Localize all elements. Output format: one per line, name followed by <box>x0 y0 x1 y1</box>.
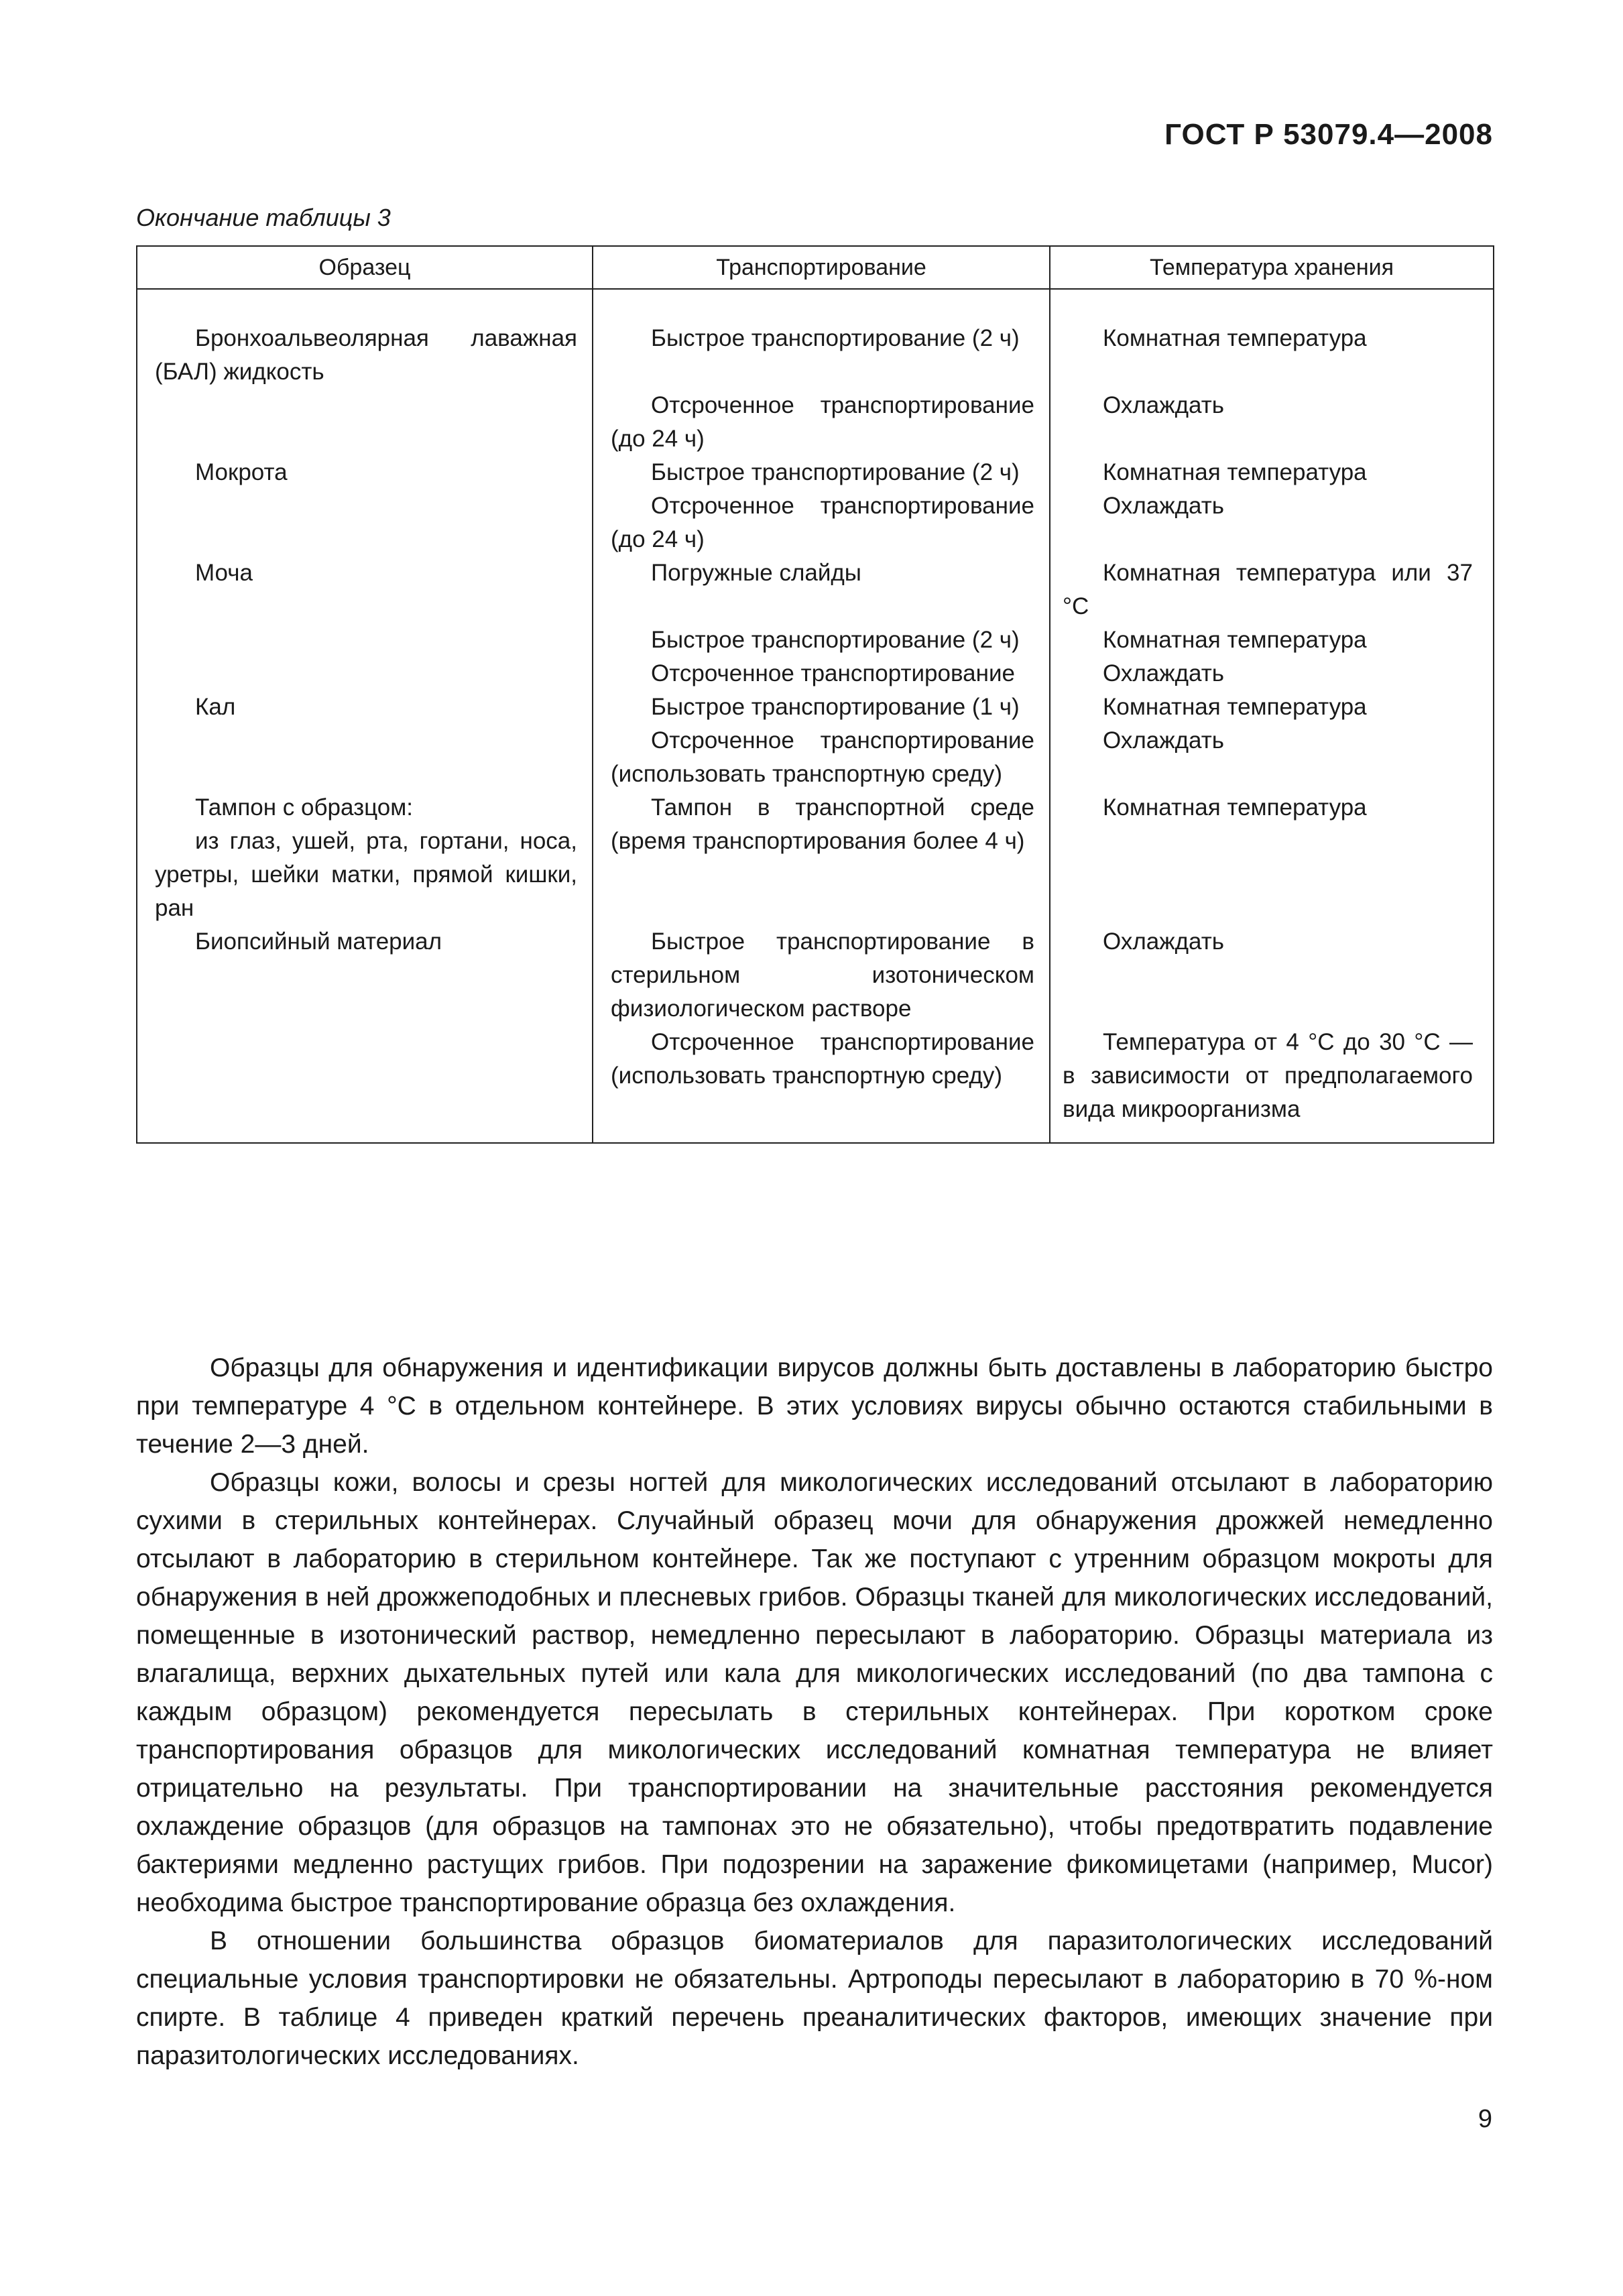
body-text <box>136 1349 1493 2075</box>
storage-cell: Охлаждать <box>1103 493 1225 519</box>
column-header-transport: Транспортирование <box>593 246 1050 289</box>
transport-cell: Тампон в транспортной среде (время транспортирования более 4 ч) <box>611 794 1034 854</box>
table-row <box>137 657 1494 690</box>
transport-cell: Отсроченное транспортирование <box>651 660 1015 686</box>
page-number: 9 <box>1478 2105 1492 2133</box>
storage-cell: Комнатная температура <box>1103 459 1367 485</box>
table-row <box>137 489 1494 556</box>
storage-cell: Комнатная температура или 37 °С <box>1063 560 1473 619</box>
paragraph-mycology: Образцы кожи, волосы и срезы ногтей для микологических исследований отсылают в лабораторию сухими в стерильных контейнерах. Случайный образец мочи для обнаружения дрожжей немедленно отсылают в лабораторию в стерильном контейнере. Так же поступают с утренним образцом мокроты для обнаружения в ней дрожжеподобных и плесневых грибов. Образцы тканей для микологических исследований, помещенные в изотонический раствор, немедленно пересылают в лабораторию. Образцы материала из влагалища, верхних дыхательных путей или кала для микологических исследований (по два тампона с каждым образцом) рекомендуется пересылать в стерильных контейнерах. При коротком сроке транспортирования образцов для микологических исследований комнатная температура не влияет отрицательно на результаты. При транспортировании на значительные расстояния рекомендуется охлаждение образцов (для образцов на тампонах это не обязательно), чтобы предотвратить подавление бактериями медленно растущих грибов. При подозрении на заражение фикомицетами (например, Mucor) необходима быстрое транспортирование образца без охлаждения. <box>136 1468 1493 1917</box>
transport-cell: Отсроченное транспортирование (до 24 ч) <box>611 493 1034 552</box>
storage-cell: Температура от 4 °С до 30 °С — в зависимости от предполагаемого вида микроорганизма <box>1063 1029 1473 1122</box>
storage-cell: Комнатная температура <box>1103 694 1367 720</box>
specimen-cell: Моча <box>195 560 253 586</box>
table-row <box>137 791 1494 925</box>
transport-cell: Быстрое транспортирование (2 ч) <box>651 325 1020 351</box>
table-row <box>137 925 1494 1026</box>
transport-cell: Быстрое транспортирование (1 ч) <box>651 694 1020 720</box>
table-spacer-row <box>137 289 1494 322</box>
specimen-cell: Тампон с образцом: <box>195 794 414 821</box>
storage-cell: Охлаждать <box>1103 392 1225 418</box>
transport-cell: Отсроченное транспортирование (до 24 ч) <box>611 392 1034 452</box>
table-caption: Окончание таблицы 3 <box>136 204 391 231</box>
storage-cell: Охлаждать <box>1103 928 1225 955</box>
specimen-cell: Мокрота <box>195 459 288 485</box>
table-header-row <box>137 246 1494 289</box>
column-header-specimen: Образец <box>137 246 593 289</box>
transport-cell: Отсроченное транспортирование (использовать транспортную среду) <box>611 727 1034 787</box>
table-row <box>137 1026 1494 1126</box>
storage-cell: Комнатная температура <box>1103 325 1367 351</box>
transport-cell: Быстрое транспортирование в стерильном изотоническом физиологическом растворе <box>611 928 1034 1022</box>
transport-cell: Быстрое транспортирование (2 ч) <box>651 459 1020 485</box>
document-code: ГОСТ Р 53079.4—2008 <box>1164 118 1493 151</box>
column-header-storage-temp: Температура хранения <box>1050 246 1494 289</box>
transport-cell: Погружные слайды <box>651 560 861 586</box>
specimen-cell: Бронхоальвеолярная лаважная (БАЛ) жидкость <box>155 325 577 385</box>
table-row <box>137 690 1494 724</box>
table-row <box>137 389 1494 456</box>
storage-cell: Охлаждать <box>1103 660 1225 686</box>
transport-cell: Отсроченное транспортирование (использовать транспортную среду) <box>611 1029 1034 1089</box>
specimen-cell: Кал <box>195 694 236 720</box>
transport-cell: Быстрое транспортирование (2 ч) <box>651 627 1020 653</box>
table-row <box>137 623 1494 657</box>
table-row <box>137 456 1494 489</box>
table-row <box>137 322 1494 389</box>
paragraph-viruses: Образцы для обнаружения и идентификации вирусов должны быть доставлены в лабораторию быстро при температуре 4 °С в отдельном контейнере. В этих условиях вирусы обычно остаются стабильными в течение 2—3 дней. <box>136 1353 1493 1459</box>
storage-cell: Охлаждать <box>1103 727 1225 753</box>
paragraph-parasitology: В отношении большинства образцов биоматериалов для паразитологических исследований специальные условия транспортировки не обязательны. Артроподы пересылают в лабораторию в 70 %-ном спирте. В таблице 4 приведен краткий перечень преаналитических факторов, имеющих значение при паразитологических исследованиях. <box>136 1927 1493 2070</box>
storage-cell: Комнатная температура <box>1103 794 1367 821</box>
storage-cell: Комнатная температура <box>1103 627 1367 653</box>
table-row <box>137 556 1494 623</box>
table-bottom-row <box>137 1126 1494 1143</box>
table-row <box>137 724 1494 791</box>
swab-detail: из глаз, ушей, рта, гортани, носа, уретры, шейки матки, прямой кишки, ран <box>155 828 577 921</box>
specimen-table <box>136 245 1494 1144</box>
specimen-cell: Биопсийный материал <box>195 928 442 955</box>
